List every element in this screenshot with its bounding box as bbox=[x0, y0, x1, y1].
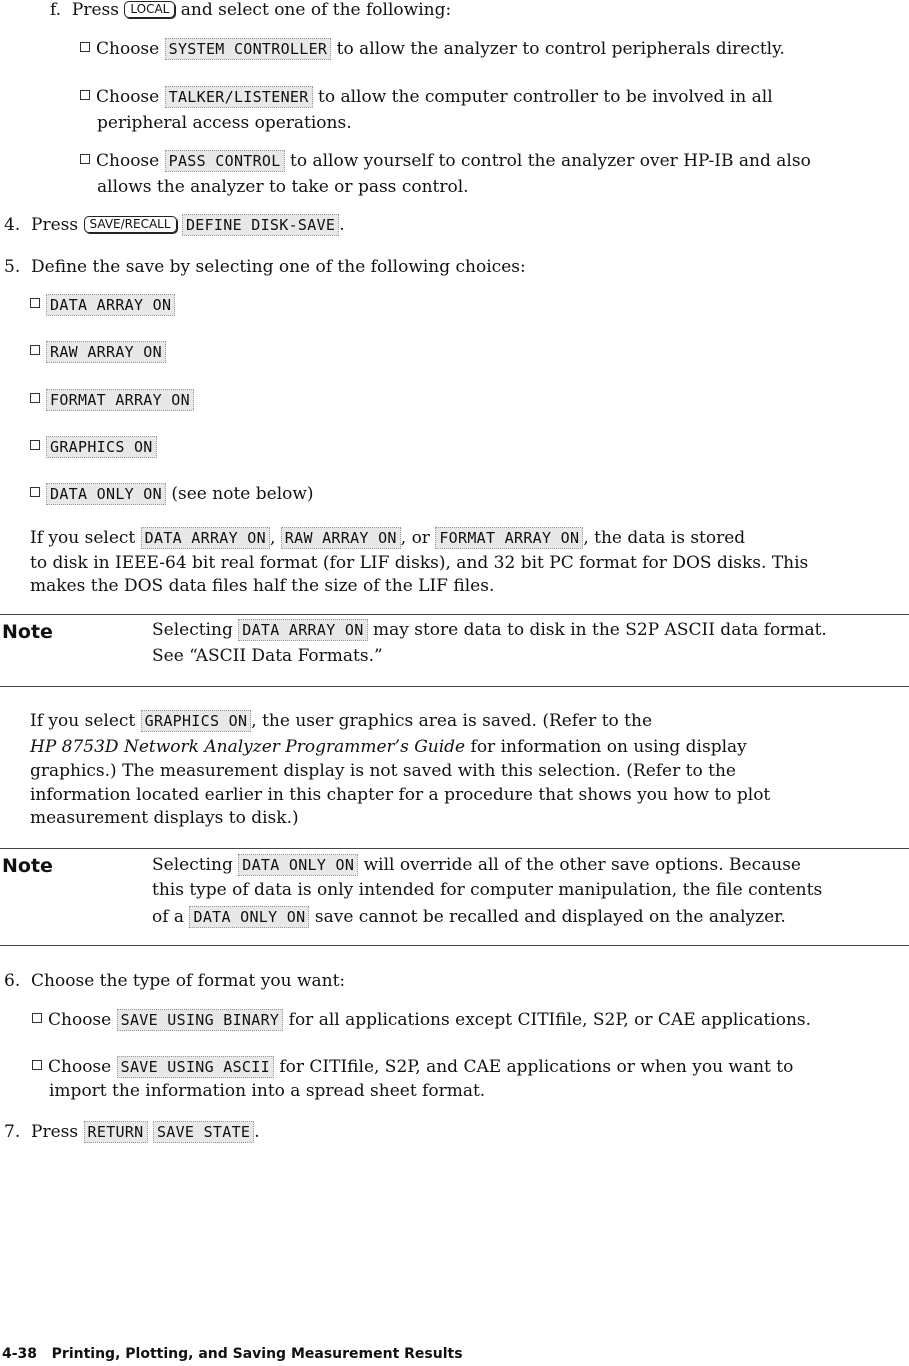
checkbox-bullet bbox=[80, 90, 90, 100]
softkey-save-using-ascii: SAVE USING ASCII bbox=[117, 1056, 274, 1078]
checkbox-bullet bbox=[80, 154, 90, 164]
option-talker-listener-cont: peripheral access operations. bbox=[97, 113, 352, 133]
softkey-pass-control: PASS CONTROL bbox=[165, 150, 285, 172]
choice-data-only-on: DATA ONLY ON (see note below) bbox=[30, 482, 314, 506]
note-divider bbox=[0, 686, 909, 687]
softkey-return: RETURN bbox=[84, 1121, 148, 1143]
para2-line2: HP 8753D Network Analyzer Programmer’s Guide for information on using display bbox=[30, 737, 747, 757]
chapter-title: Printing, Plotting, and Saving Measurement Results bbox=[51, 1346, 463, 1362]
softkey-raw-array-on: RAW ARRAY ON bbox=[281, 527, 401, 549]
option-system-controller: Choose SYSTEM CONTROLLER to allow the analyzer to control peripherals directly. bbox=[80, 37, 785, 61]
softkey-talker-listener: TALKER/LISTENER bbox=[165, 86, 313, 108]
softkey-data-array-on: DATA ARRAY ON bbox=[238, 619, 367, 641]
note-label: Note bbox=[2, 855, 53, 877]
softkey-data-only-on: DATA ONLY ON bbox=[46, 483, 166, 505]
para1-line2: to disk in IEEE-64 bit real format (for LIF disks), and 32 bit PC format for DOS disks. This bbox=[30, 553, 809, 573]
note1-line2: See “ASCII Data Formats.” bbox=[152, 646, 383, 666]
note-divider bbox=[0, 945, 909, 946]
softkey-save-using-binary: SAVE USING BINARY bbox=[117, 1009, 284, 1031]
step-6: 6. Choose the type of format you want: bbox=[4, 971, 346, 991]
checkbox-bullet bbox=[32, 1013, 42, 1023]
para2-line5: measurement displays to disk.) bbox=[30, 808, 299, 828]
step-f: f. Press LOCAL and select one of the following: bbox=[50, 0, 452, 20]
softkey-graphics-on: GRAPHICS ON bbox=[141, 710, 252, 732]
page-footer bbox=[2, 1342, 463, 1366]
softkey-data-array-on: DATA ARRAY ON bbox=[141, 527, 270, 549]
choice-raw-array-on bbox=[30, 340, 166, 364]
option-save-ascii: Choose SAVE USING ASCII for CITIfile, S2P, and CAE applications or when you want to bbox=[32, 1055, 793, 1079]
checkbox-bullet bbox=[30, 298, 40, 308]
softkey-format-array-on: FORMAT ARRAY ON bbox=[46, 389, 194, 411]
option-pass-control-cont: allows the analyzer to take or pass control. bbox=[97, 177, 469, 197]
checkbox-bullet bbox=[32, 1060, 42, 1070]
option-pass-control: Choose PASS CONTROL to allow yourself to control the analyzer over HP-IB and also bbox=[80, 149, 811, 173]
option-save-ascii-cont: import the information into a spread sheet format. bbox=[49, 1081, 486, 1101]
step-number: 5. bbox=[4, 257, 21, 277]
para2-line1: If you select GRAPHICS ON , the user graphics area is saved. (Refer to the bbox=[30, 711, 653, 731]
softkey-define-disk-save: DEFINE DISK-SAVE bbox=[182, 214, 339, 236]
step-5: 5. Define the save by selecting one of the following choices: bbox=[4, 257, 526, 277]
checkbox-bullet bbox=[30, 393, 40, 403]
step-number: f. bbox=[50, 0, 62, 20]
step-4: 4. Press SAVE/RECALL DEFINE DISK-SAVE . bbox=[4, 215, 345, 235]
para1-line3: makes the DOS data files half the size of the LIF files. bbox=[30, 576, 495, 596]
note-label: Note bbox=[2, 621, 53, 643]
programmers-guide-title: HP 8753D Network Analyzer Programmer’s Guide bbox=[30, 737, 466, 757]
local-hardkey: LOCAL bbox=[124, 1, 175, 18]
note2-line1: Selecting DATA ONLY ON will override all of the other save options. Because bbox=[152, 855, 801, 875]
softkey-data-array-on: DATA ARRAY ON bbox=[46, 294, 175, 316]
note2-line2: this type of data is only intended for computer manipulation, the file contents bbox=[152, 880, 823, 900]
para2-line4: information located earlier in this chapter for a procedure that shows you how to plot bbox=[30, 785, 771, 805]
note-divider bbox=[0, 848, 909, 849]
note-divider bbox=[0, 614, 909, 615]
step-number: 4. bbox=[4, 215, 21, 235]
page-number: 4-38 bbox=[2, 1346, 38, 1362]
step-number: 6. bbox=[4, 971, 21, 991]
choice-data-array-on bbox=[30, 293, 175, 317]
note1-line1: Selecting DATA ARRAY ON may store data to disk in the S2P ASCII data format. bbox=[152, 620, 827, 640]
softkey-data-only-on: DATA ONLY ON bbox=[238, 854, 358, 876]
softkey-format-array-on: FORMAT ARRAY ON bbox=[435, 527, 583, 549]
softkey-raw-array-on: RAW ARRAY ON bbox=[46, 341, 166, 363]
step-7: 7. Press RETURN SAVE STATE . bbox=[4, 1122, 260, 1142]
softkey-data-only-on: DATA ONLY ON bbox=[189, 906, 309, 928]
softkey-save-state: SAVE STATE bbox=[153, 1121, 254, 1143]
checkbox-bullet bbox=[30, 487, 40, 497]
para2-line3: graphics.) The measurement display is not saved with this selection. (Refer to the bbox=[30, 761, 736, 781]
softkey-system-controller: SYSTEM CONTROLLER bbox=[165, 38, 332, 60]
choice-format-array-on bbox=[30, 388, 194, 412]
step-number: 7. bbox=[4, 1122, 21, 1142]
option-save-binary: Choose SAVE USING BINARY for all applications except CITIfile, S2P, or CAE applications. bbox=[32, 1008, 811, 1032]
note2-line3: of a DATA ONLY ON save cannot be recalled and displayed on the analyzer. bbox=[152, 907, 786, 927]
para1-line1: If you select DATA ARRAY ON , RAW ARRAY ON , or FORMAT ARRAY ON , the data is stored bbox=[30, 528, 746, 548]
checkbox-bullet bbox=[80, 42, 90, 52]
softkey-graphics-on: GRAPHICS ON bbox=[46, 436, 157, 458]
choice-graphics-on bbox=[30, 435, 157, 459]
checkbox-bullet bbox=[30, 440, 40, 450]
save-recall-hardkey: SAVE/RECALL bbox=[84, 216, 177, 233]
checkbox-bullet bbox=[30, 345, 40, 355]
option-talker-listener: Choose TALKER/LISTENER to allow the computer controller to be involved in all bbox=[80, 85, 773, 109]
